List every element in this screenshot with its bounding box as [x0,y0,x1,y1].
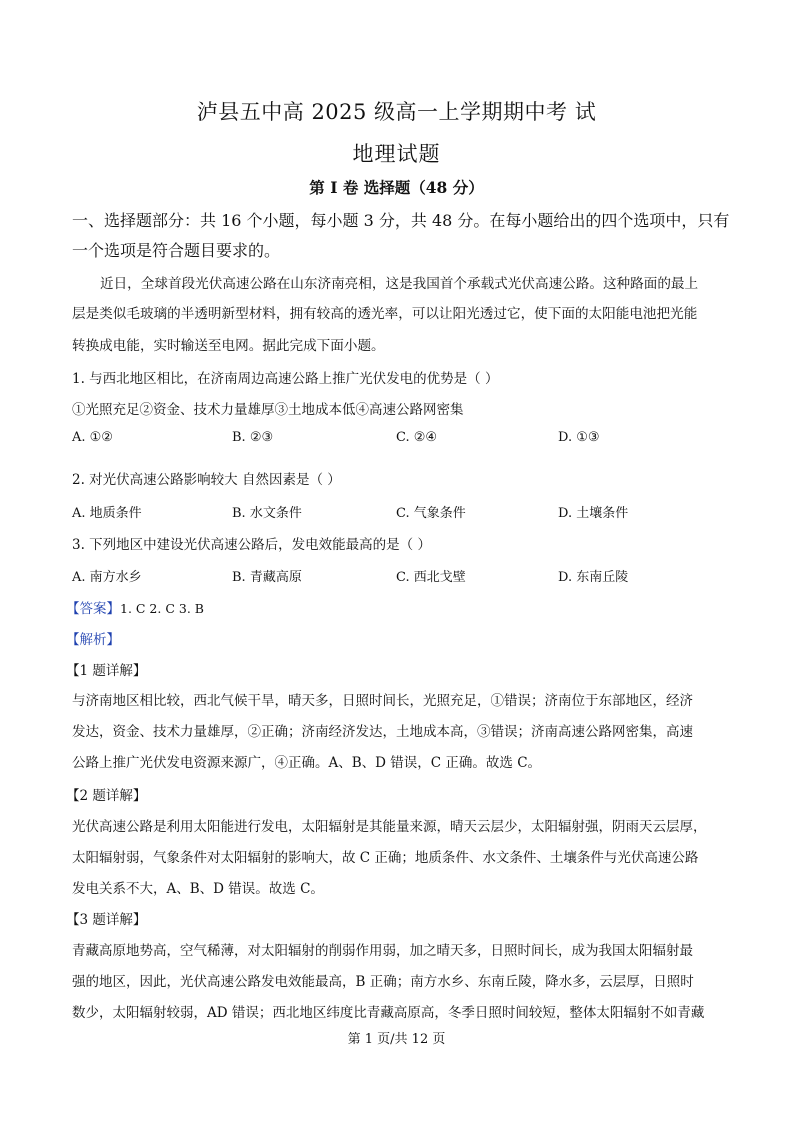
question-2-stem: 2. 对光伏高速公路影响较大 自然因素是（ ） [72,472,341,488]
detail-3-line-1: 青藏高原地势高，空气稀薄，对太阳辐射的削弱作用弱，加之晴天多，日照时间长，成为我国太阳辐射最 [72,943,693,959]
part-heading: 第 I 卷 选择题（48 分） [309,178,484,197]
detail-1-line-2: 发达，资金、技术力量雄厚，②正确；济南经济发达，土地成本高，③错误；济南高速公路网密集，高速 [72,724,693,740]
question-1-stem: 1. 与西北地区相比，在济南周边高速公路上推广光伏发电的优势是（ ） [72,371,499,387]
question-3-option-c: C. 西北戈壁 [396,570,466,585]
question-3-stem: 3. 下列地区中建设光伏高速公路后，发电效能最高的是（ ） [72,537,431,553]
question-2-option-c: C. 气象条件 [396,506,466,521]
question-1-options [72,430,722,450]
detail-1-label: 【1 题详解】 [66,663,147,679]
section-instructions-line-1: 一、选择题部分：共 16 个小题，每小题 3 分，共 48 分。在每小题给出的四个选项中，只有 [72,211,730,230]
question-1-option-b: B. ②③ [232,430,274,445]
answer-label: 【答案】 [66,601,120,617]
question-3-option-d: D. 东南丘陵 [558,570,629,585]
answer-line [66,597,204,617]
answer-text: 1. C 2. C 3. B [120,601,204,616]
question-3-option-a: A. 南方水乡 [72,570,142,585]
question-2-option-a: A. 地质条件 [72,506,142,521]
question-1-option-d: D. ①③ [558,430,600,445]
question-2-option-b: B. 水文条件 [232,506,302,521]
question-2-option-d: D. 土壤条件 [558,506,629,521]
detail-1-line-3: 公路上推广光伏发电资源来源广，④正确。A、B、D 错误，C 正确。故选 C。 [72,755,542,771]
question-1-option-c: C. ②④ [396,430,438,445]
page-footer: 第 1 页/共 12 页 [347,1032,446,1047]
detail-2-line-2: 太阳辐射弱，气象条件对太阳辐射的影响大，故 C 正确；地质条件、水文条件、土壤条件与光伏高速公路 [72,850,699,866]
analysis-label: 【解析】 [66,632,120,648]
detail-3-label: 【3 题详解】 [66,912,147,928]
section-instructions-line-2: 一个选项是符合题目要求的。 [72,241,281,260]
detail-1-line-1: 与济南地区相比较，西北气候干旱，晴天多，日照时间长，光照充足，①错误；济南位于东部地区，经济 [72,693,693,709]
question-3-option-b: B. 青藏高原 [232,570,302,585]
detail-3-line-3: 数少，太阳辐射较弱，AD 错误；西北地区纬度比青藏高原高，冬季日照时间较短，整体太阳辐射不如青藏 [72,1005,705,1021]
question-2-options [72,502,722,522]
detail-2-label: 【2 题详解】 [66,788,147,804]
subject-title: 地理试题 [352,142,441,166]
question-1-statements: ①光照充足②资金、技术力量雄厚③土地成本低④高速公路网密集 [72,402,464,418]
detail-2-line-1: 光伏高速公路是利用太阳能进行发电，太阳辐射是其能量来源，晴天云层少，太阳辐射强，阴雨天云层厚， [72,819,707,835]
exam-title: 泸县五中高 2025 级高一上学期期中考 试 [196,100,597,124]
passage-line-3: 转换成电能，实时输送至电网。据此完成下面小题。 [72,338,385,354]
detail-3-line-2: 强的地区，因此，光伏高速公路发电效能最高，B 正确；南方水乡、东南丘陵，降水多，云层厚，日照时 [72,974,694,990]
question-3-options [72,566,722,586]
detail-2-line-3: 发电关系不大，A、B、D 错误。故选 C。 [72,881,324,897]
passage-line-1: 近日，全球首段光伏高速公路在山东济南亮相，这是我国首个承载式光伏高速公路。这种路面的最上 [100,276,699,292]
question-1-option-a: A. ①② [72,430,113,445]
passage-line-2: 层是类似毛玻璃的半透明新型材料，拥有较高的透光率，可以让阳光透过它，使下面的太阳能电池把光能 [72,306,698,322]
